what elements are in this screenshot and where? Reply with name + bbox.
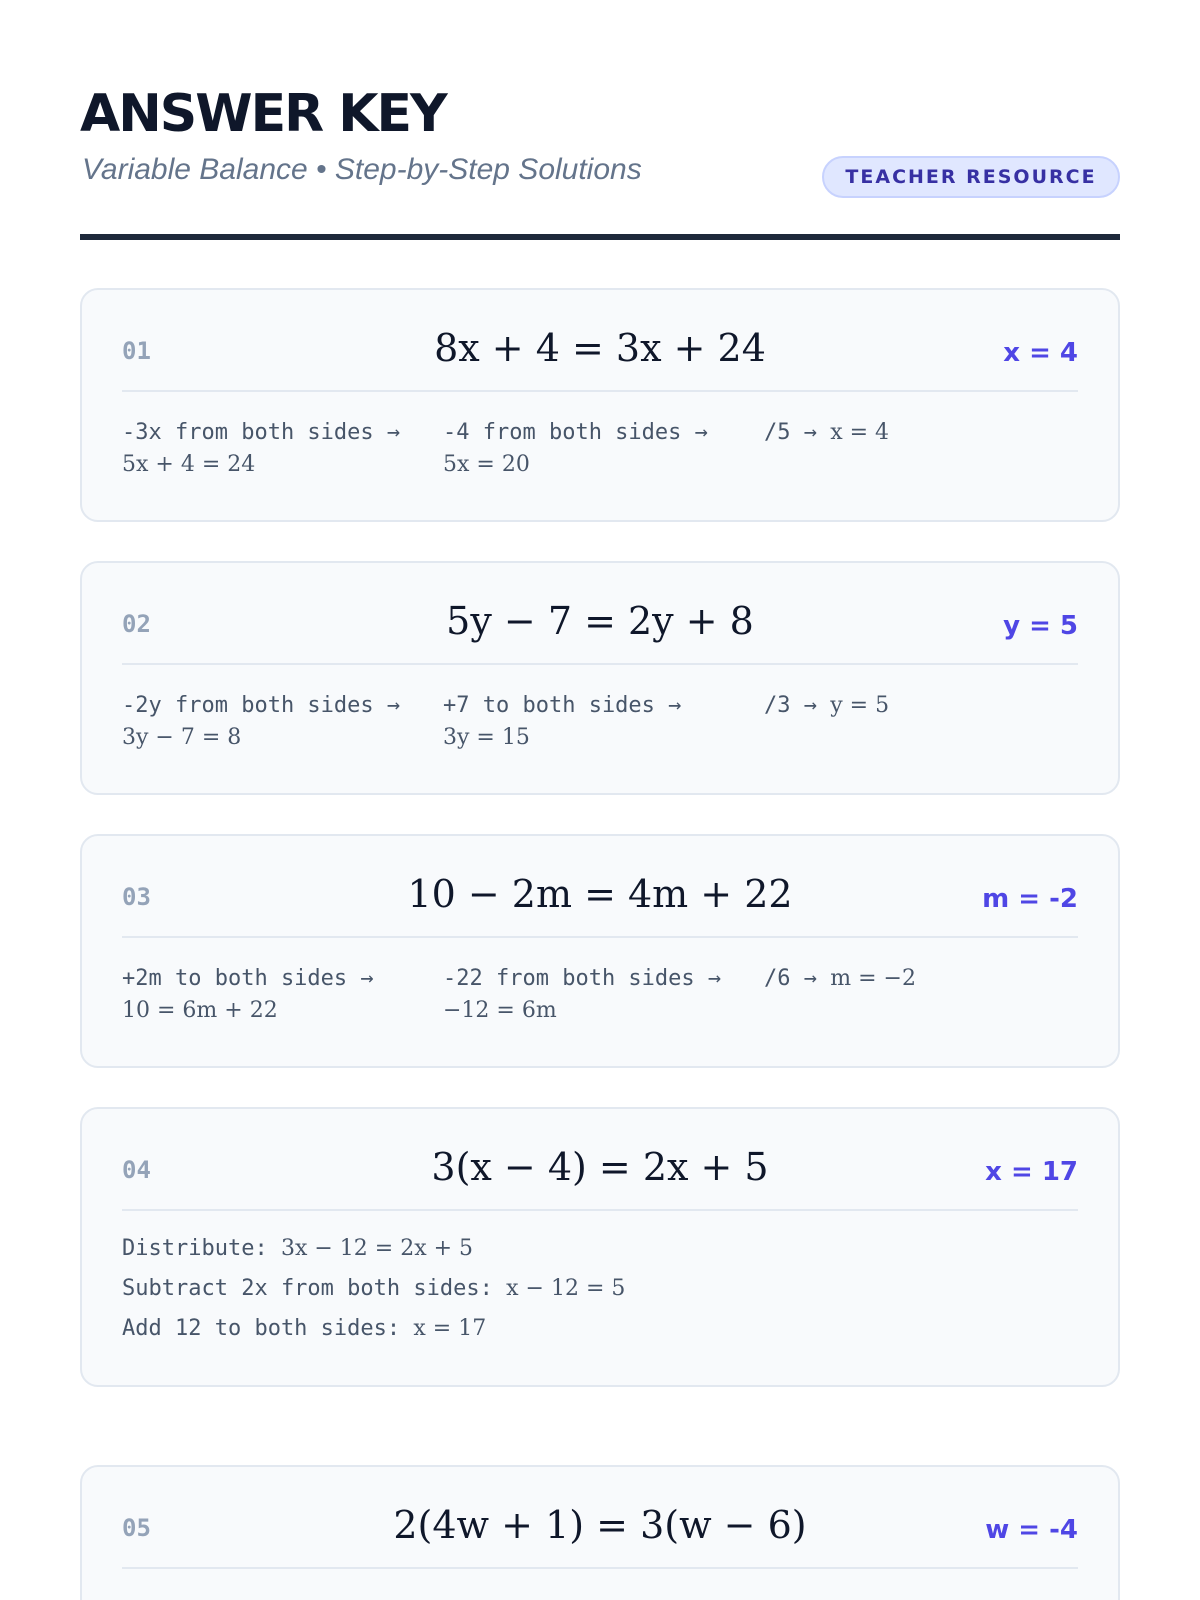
solution-step: [122, 418, 442, 482]
line-result: 3x − 12 = 2x + 5: [280, 1236, 474, 1261]
line-label: Distribute:: [122, 1236, 268, 1261]
step-label: -2y from both sides →: [122, 693, 401, 718]
problem-header: [122, 836, 1078, 938]
problem-header: [122, 1467, 1078, 1569]
problem-answer: y = 5: [1003, 611, 1078, 641]
problem-equation: 3(x − 4) = 2x + 5: [431, 1145, 769, 1189]
problem-number: 03: [122, 883, 151, 911]
step-result: 3y − 7 = 8: [122, 725, 242, 750]
problem-equation: 2(4w + 1) = 3(w − 6): [393, 1503, 807, 1547]
step-operation: /3 →: [764, 693, 817, 718]
step-label: [764, 964, 1084, 994]
problem-card: [80, 288, 1120, 522]
step-result: 3y = 15: [443, 725, 530, 750]
line-result: x = 17: [413, 1316, 487, 1341]
step-operation: /6 →: [764, 966, 817, 991]
problem-header: [122, 290, 1078, 392]
problem-number: 05: [122, 1514, 151, 1542]
step-label: -3x from both sides →: [122, 420, 401, 445]
step-result: 10 = 6m + 22: [122, 998, 278, 1023]
step-result: 5x + 4 = 24: [122, 452, 256, 477]
step-result: m = −2: [830, 966, 916, 991]
solution-step: [443, 691, 763, 755]
solution-line: [122, 1309, 1078, 1349]
problem-card: [80, 1107, 1120, 1387]
step-label: [764, 418, 1084, 448]
problem-header: [122, 1109, 1078, 1211]
problem-answer: m = -2: [982, 884, 1078, 914]
solution-step: [122, 691, 442, 755]
problem-answer: x = 17: [985, 1157, 1078, 1187]
header-divider: [80, 234, 1120, 240]
problem-answer: x = 4: [1003, 338, 1078, 368]
step-result: y = 5: [830, 693, 890, 718]
solution-step: [764, 691, 1084, 721]
step-result: x = 4: [830, 420, 890, 445]
solution-line: [122, 1229, 1078, 1269]
step-label: -22 from both sides →: [443, 966, 722, 991]
problem-number: 04: [122, 1156, 151, 1184]
step-label: +2m to both sides →: [122, 966, 374, 991]
problem-answer: w = -4: [985, 1515, 1078, 1545]
line-label: Subtract 2x from both sides:: [122, 1276, 493, 1301]
solution-step: [443, 964, 763, 1028]
problem-number: 02: [122, 610, 151, 638]
solution-step: [764, 964, 1084, 994]
solution-step: [764, 418, 1084, 448]
problem-card: [80, 561, 1120, 795]
solution-line: [122, 1269, 1078, 1309]
line-label: Add 12 to both sides:: [122, 1316, 401, 1341]
step-operation: /5 →: [764, 420, 817, 445]
problem-card: [80, 834, 1120, 1068]
step-result: 5x = 20: [443, 452, 530, 477]
teacher-resource-badge: TEACHER RESOURCE: [822, 156, 1120, 198]
solution-step: [443, 418, 763, 482]
step-label: [764, 691, 1084, 721]
problem-equation: 5y − 7 = 2y + 8: [446, 599, 754, 643]
problem-card: [80, 1465, 1120, 1600]
problem-equation: 10 − 2m = 4m + 22: [407, 872, 793, 916]
problem-header: [122, 563, 1078, 665]
problem-equation: 8x + 4 = 3x + 24: [434, 326, 766, 370]
solution-lines: [122, 1229, 1078, 1349]
line-result: x − 12 = 5: [506, 1276, 626, 1301]
problem-number: 01: [122, 337, 151, 365]
page-title: ANSWER KEY: [80, 84, 446, 144]
step-label: +7 to both sides →: [443, 693, 682, 718]
solution-step: [122, 964, 442, 1028]
page-subtitle: Variable Balance • Step-by-Step Solutions: [82, 153, 642, 186]
step-result: −12 = 6m: [443, 998, 557, 1023]
step-label: -4 from both sides →: [443, 420, 708, 445]
